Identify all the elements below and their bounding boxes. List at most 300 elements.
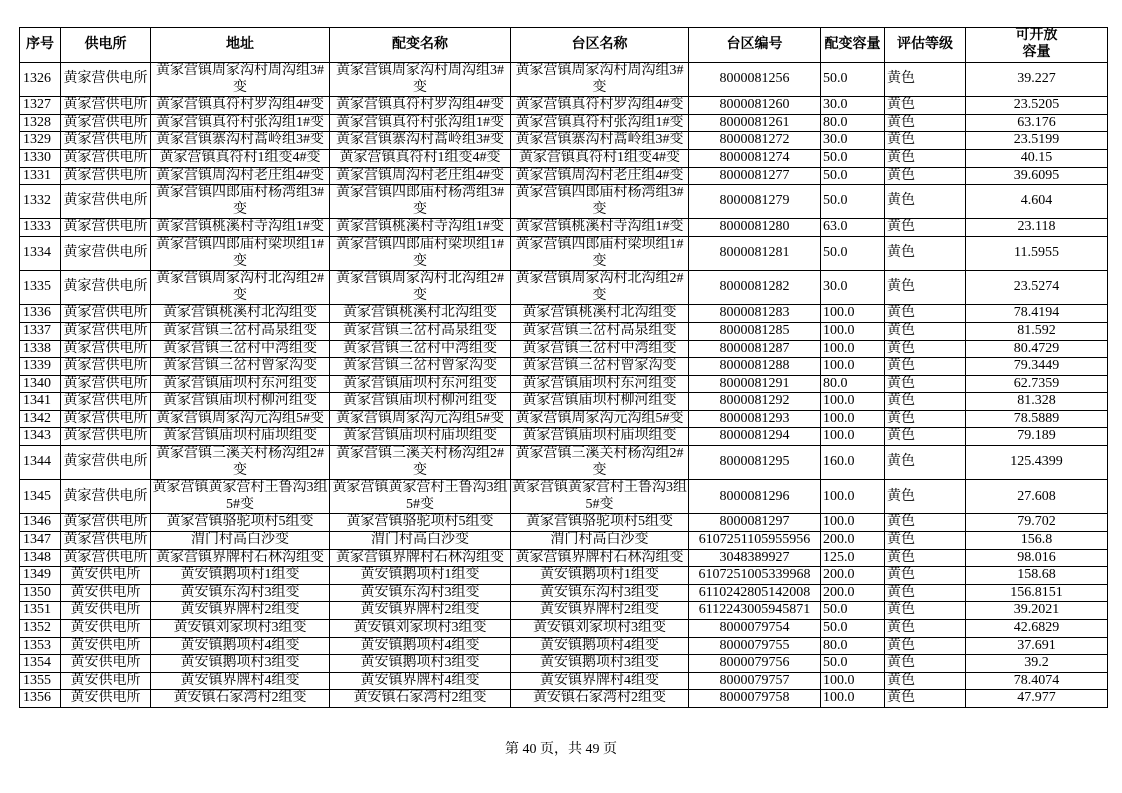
area-name-cell: 黄家营镇周家沟村周沟组3#变 bbox=[511, 63, 689, 97]
available-capacity-cell: 37.691 bbox=[966, 637, 1108, 655]
address-cell: 黄安镇刘家坝村3组变 bbox=[151, 620, 330, 638]
row-number-cell: 1335 bbox=[20, 271, 61, 305]
row-number-cell: 1352 bbox=[20, 620, 61, 638]
supply-station-cell: 黄安供电所 bbox=[61, 567, 151, 585]
table-row bbox=[20, 514, 1108, 532]
address-cell: 黄家营镇庙坝村东河组变 bbox=[151, 375, 330, 393]
transformer-name-cell: 黄安镇界牌村4组变 bbox=[330, 672, 511, 690]
grade-cell: 黄色 bbox=[885, 149, 966, 167]
supply-station-cell: 黄家营供电所 bbox=[61, 428, 151, 446]
grade-cell: 黄色 bbox=[885, 446, 966, 480]
row-number-cell: 1349 bbox=[20, 567, 61, 585]
table-row bbox=[20, 322, 1108, 340]
capacity-cell: 100.0 bbox=[821, 514, 885, 532]
supply-station-cell: 黄家营供电所 bbox=[61, 393, 151, 411]
area-code-cell: 8000081287 bbox=[689, 340, 821, 358]
table-row bbox=[20, 63, 1108, 97]
supply-station-cell: 黄家营供电所 bbox=[61, 375, 151, 393]
transformer-name-cell: 黄家营镇四郎庙村梁坝组1#变 bbox=[330, 236, 511, 270]
area-name-cell: 黄安镇界牌村4组变 bbox=[511, 672, 689, 690]
table-row bbox=[20, 549, 1108, 567]
capacity-cell: 100.0 bbox=[821, 480, 885, 514]
capacity-cell: 63.0 bbox=[821, 219, 885, 237]
transformer-capacity-table bbox=[19, 27, 1108, 708]
area-code-cell: 8000081297 bbox=[689, 514, 821, 532]
available-capacity-cell: 39.227 bbox=[966, 63, 1108, 97]
transformer-name-cell: 黄安镇石家湾村2组变 bbox=[330, 690, 511, 708]
grade-cell: 黄色 bbox=[885, 167, 966, 185]
area-name-cell: 黄家营镇真符村张沟组1#变 bbox=[511, 114, 689, 132]
area-name-cell: 黄家营镇周沟村老庄组4#变 bbox=[511, 167, 689, 185]
header-capacity: 配变容量 bbox=[821, 28, 885, 63]
capacity-cell: 100.0 bbox=[821, 672, 885, 690]
available-capacity-cell: 78.4074 bbox=[966, 672, 1108, 690]
row-number-cell: 1338 bbox=[20, 340, 61, 358]
available-capacity-cell: 79.189 bbox=[966, 428, 1108, 446]
area-name-cell: 黄家营镇三岔村曾家沟变 bbox=[511, 358, 689, 376]
available-capacity-cell: 80.4729 bbox=[966, 340, 1108, 358]
row-number-cell: 1326 bbox=[20, 63, 61, 97]
area-code-cell: 8000079758 bbox=[689, 690, 821, 708]
supply-station-cell: 黄家营供电所 bbox=[61, 305, 151, 323]
row-number-cell: 1343 bbox=[20, 428, 61, 446]
table-row bbox=[20, 393, 1108, 411]
address-cell: 黄家营镇骆驼项村5组变 bbox=[151, 514, 330, 532]
area-code-cell: 8000081283 bbox=[689, 305, 821, 323]
area-code-cell: 8000081279 bbox=[689, 185, 821, 219]
capacity-cell: 100.0 bbox=[821, 428, 885, 446]
row-number-cell: 1327 bbox=[20, 97, 61, 115]
supply-station-cell: 黄家营供电所 bbox=[61, 132, 151, 150]
area-name-cell: 黄安镇界牌村2组变 bbox=[511, 602, 689, 620]
grade-cell: 黄色 bbox=[885, 114, 966, 132]
area-code-cell: 8000079755 bbox=[689, 637, 821, 655]
address-cell: 黄家营镇四郎庙村杨湾组3#变 bbox=[151, 185, 330, 219]
address-cell: 渭门村高白沙变 bbox=[151, 532, 330, 550]
supply-station-cell: 黄家营供电所 bbox=[61, 167, 151, 185]
table-row bbox=[20, 305, 1108, 323]
address-cell: 黄家营镇界牌村石林沟组变 bbox=[151, 549, 330, 567]
area-code-cell: 8000081293 bbox=[689, 410, 821, 428]
row-number-cell: 1333 bbox=[20, 219, 61, 237]
transformer-name-cell: 黄家营镇三岔村曾家沟变 bbox=[330, 358, 511, 376]
area-code-cell: 8000081256 bbox=[689, 63, 821, 97]
supply-station-cell: 黄家营供电所 bbox=[61, 480, 151, 514]
transformer-name-cell: 黄安镇鹅项村4组变 bbox=[330, 637, 511, 655]
area-name-cell: 黄安镇东沟村3组变 bbox=[511, 584, 689, 602]
area-name-cell: 黄家营镇寨沟村蒿岭组3#变 bbox=[511, 132, 689, 150]
area-name-cell: 黄家营镇桃溪村寺沟组1#变 bbox=[511, 219, 689, 237]
available-capacity-cell: 81.328 bbox=[966, 393, 1108, 411]
supply-station-cell: 黄家营供电所 bbox=[61, 149, 151, 167]
grade-cell: 黄色 bbox=[885, 340, 966, 358]
capacity-cell: 80.0 bbox=[821, 114, 885, 132]
address-cell: 黄家营镇桃溪村寺沟组1#变 bbox=[151, 219, 330, 237]
capacity-cell: 80.0 bbox=[821, 375, 885, 393]
table-header bbox=[20, 28, 1108, 63]
transformer-name-cell: 黄安镇界牌村2组变 bbox=[330, 602, 511, 620]
supply-station-cell: 黄家营供电所 bbox=[61, 549, 151, 567]
table-row bbox=[20, 167, 1108, 185]
address-cell: 黄安镇界牌村4组变 bbox=[151, 672, 330, 690]
area-name-cell: 黄家营镇四郎庙村杨湾组3#变 bbox=[511, 185, 689, 219]
area-name-cell: 黄家营镇界牌村石林沟组变 bbox=[511, 549, 689, 567]
table-row bbox=[20, 532, 1108, 550]
area-code-cell: 8000081296 bbox=[689, 480, 821, 514]
supply-station-cell: 黄家营供电所 bbox=[61, 322, 151, 340]
grade-cell: 黄色 bbox=[885, 514, 966, 532]
row-number-cell: 1350 bbox=[20, 584, 61, 602]
row-number-cell: 1354 bbox=[20, 655, 61, 673]
area-code-cell: 8000079754 bbox=[689, 620, 821, 638]
grade-cell: 黄色 bbox=[885, 63, 966, 97]
row-number-cell: 1328 bbox=[20, 114, 61, 132]
grade-cell: 黄色 bbox=[885, 620, 966, 638]
area-name-cell: 黄家营镇三溪关村杨沟组2#变 bbox=[511, 446, 689, 480]
transformer-name-cell: 黄家营镇庙坝村东河组变 bbox=[330, 375, 511, 393]
available-capacity-cell: 23.5274 bbox=[966, 271, 1108, 305]
area-name-cell: 黄家营镇周家沟村北沟组2#变 bbox=[511, 271, 689, 305]
area-name-cell: 黄家营镇黄家营村王鲁沟3组5#变 bbox=[511, 480, 689, 514]
address-cell: 黄家营镇寨沟村蒿岭组3#变 bbox=[151, 132, 330, 150]
available-capacity-cell: 39.6095 bbox=[966, 167, 1108, 185]
supply-station-cell: 黄家营供电所 bbox=[61, 446, 151, 480]
grade-cell: 黄色 bbox=[885, 219, 966, 237]
area-name-cell: 黄安镇刘家坝村3组变 bbox=[511, 620, 689, 638]
grade-cell: 黄色 bbox=[885, 602, 966, 620]
row-number-cell: 1331 bbox=[20, 167, 61, 185]
area-name-cell: 黄家营镇三岔村高泉组变 bbox=[511, 322, 689, 340]
grade-cell: 黄色 bbox=[885, 532, 966, 550]
supply-station-cell: 黄家营供电所 bbox=[61, 532, 151, 550]
capacity-cell: 100.0 bbox=[821, 410, 885, 428]
capacity-cell: 30.0 bbox=[821, 132, 885, 150]
table-row bbox=[20, 236, 1108, 270]
supply-station-cell: 黄家营供电所 bbox=[61, 114, 151, 132]
row-number-cell: 1356 bbox=[20, 690, 61, 708]
row-number-cell: 1332 bbox=[20, 185, 61, 219]
available-capacity-cell: 63.176 bbox=[966, 114, 1108, 132]
address-cell: 黄安镇鹅项村1组变 bbox=[151, 567, 330, 585]
area-code-cell: 8000081295 bbox=[689, 446, 821, 480]
table-row bbox=[20, 358, 1108, 376]
grade-cell: 黄色 bbox=[885, 393, 966, 411]
table-row bbox=[20, 149, 1108, 167]
area-name-cell: 黄家营镇三岔村中湾组变 bbox=[511, 340, 689, 358]
table-row bbox=[20, 97, 1108, 115]
capacity-cell: 50.0 bbox=[821, 185, 885, 219]
table-row bbox=[20, 185, 1108, 219]
area-name-cell: 黄安镇鹅项村3组变 bbox=[511, 655, 689, 673]
transformer-name-cell: 黄家营镇三溪关村杨沟组2#变 bbox=[330, 446, 511, 480]
table-row bbox=[20, 446, 1108, 480]
table-row bbox=[20, 410, 1108, 428]
address-cell: 黄家营镇庙坝村庙坝组变 bbox=[151, 428, 330, 446]
available-capacity-cell: 42.6829 bbox=[966, 620, 1108, 638]
supply-station-cell: 黄家营供电所 bbox=[61, 514, 151, 532]
table-body bbox=[20, 63, 1108, 708]
available-capacity-cell: 79.702 bbox=[966, 514, 1108, 532]
row-number-cell: 1353 bbox=[20, 637, 61, 655]
available-capacity-cell: 39.2 bbox=[966, 655, 1108, 673]
capacity-cell: 160.0 bbox=[821, 446, 885, 480]
header-row-number: 序号 bbox=[20, 28, 61, 63]
header-address: 地址 bbox=[151, 28, 330, 63]
row-number-cell: 1339 bbox=[20, 358, 61, 376]
address-cell: 黄安镇界牌村2组变 bbox=[151, 602, 330, 620]
available-capacity-cell: 39.2021 bbox=[966, 602, 1108, 620]
capacity-cell: 50.0 bbox=[821, 63, 885, 97]
available-capacity-cell: 23.5199 bbox=[966, 132, 1108, 150]
row-number-cell: 1348 bbox=[20, 549, 61, 567]
area-code-cell: 8000081274 bbox=[689, 149, 821, 167]
transformer-name-cell: 黄家营镇庙坝村庙坝组变 bbox=[330, 428, 511, 446]
address-cell: 黄家营镇周家沟村北沟组2#变 bbox=[151, 271, 330, 305]
address-cell: 黄家营镇庙坝村柳河组变 bbox=[151, 393, 330, 411]
address-cell: 黄家营镇周家沟村周沟组3#变 bbox=[151, 63, 330, 97]
table-row bbox=[20, 428, 1108, 446]
grade-cell: 黄色 bbox=[885, 410, 966, 428]
capacity-cell: 200.0 bbox=[821, 567, 885, 585]
table-row bbox=[20, 271, 1108, 305]
available-capacity-cell: 27.608 bbox=[966, 480, 1108, 514]
transformer-name-cell: 黄安镇鹅项村3组变 bbox=[330, 655, 511, 673]
row-number-cell: 1342 bbox=[20, 410, 61, 428]
grade-cell: 黄色 bbox=[885, 97, 966, 115]
area-code-cell: 6107251105955956 bbox=[689, 532, 821, 550]
address-cell: 黄家营镇四郎庙村梁坝组1#变 bbox=[151, 236, 330, 270]
capacity-cell: 100.0 bbox=[821, 690, 885, 708]
row-number-cell: 1347 bbox=[20, 532, 61, 550]
available-capacity-cell: 78.4194 bbox=[966, 305, 1108, 323]
header-grade: 评估等级 bbox=[885, 28, 966, 63]
supply-station-cell: 黄家营供电所 bbox=[61, 63, 151, 97]
address-cell: 黄家营镇真符村罗沟组4#变 bbox=[151, 97, 330, 115]
grade-cell: 黄色 bbox=[885, 132, 966, 150]
table-row bbox=[20, 637, 1108, 655]
available-capacity-cell: 79.3449 bbox=[966, 358, 1108, 376]
transformer-name-cell: 黄安镇鹅项村1组变 bbox=[330, 567, 511, 585]
supply-station-cell: 黄家营供电所 bbox=[61, 97, 151, 115]
area-code-cell: 8000081281 bbox=[689, 236, 821, 270]
transformer-name-cell: 黄家营镇庙坝村柳河组变 bbox=[330, 393, 511, 411]
area-code-cell: 8000081288 bbox=[689, 358, 821, 376]
grade-cell: 黄色 bbox=[885, 322, 966, 340]
row-number-cell: 1355 bbox=[20, 672, 61, 690]
table-row bbox=[20, 375, 1108, 393]
capacity-cell: 50.0 bbox=[821, 620, 885, 638]
area-name-cell: 黄家营镇庙坝村庙坝组变 bbox=[511, 428, 689, 446]
capacity-cell: 100.0 bbox=[821, 322, 885, 340]
row-number-cell: 1346 bbox=[20, 514, 61, 532]
area-code-cell: 8000081292 bbox=[689, 393, 821, 411]
address-cell: 黄安镇鹅项村4组变 bbox=[151, 637, 330, 655]
table-row bbox=[20, 602, 1108, 620]
grade-cell: 黄色 bbox=[885, 690, 966, 708]
transformer-name-cell: 黄家营镇周沟村老庄组4#变 bbox=[330, 167, 511, 185]
capacity-cell: 100.0 bbox=[821, 358, 885, 376]
transformer-name-cell: 黄家营镇界牌村石林沟组变 bbox=[330, 549, 511, 567]
area-code-cell: 8000081277 bbox=[689, 167, 821, 185]
area-name-cell: 黄家营镇四郎庙村梁坝组1#变 bbox=[511, 236, 689, 270]
grade-cell: 黄色 bbox=[885, 567, 966, 585]
area-name-cell: 黄家营镇庙坝村东河组变 bbox=[511, 375, 689, 393]
available-capacity-cell: 98.016 bbox=[966, 549, 1108, 567]
grade-cell: 黄色 bbox=[885, 305, 966, 323]
capacity-cell: 50.0 bbox=[821, 236, 885, 270]
transformer-name-cell: 渭门村高白沙变 bbox=[330, 532, 511, 550]
address-cell: 黄安镇石家湾村2组变 bbox=[151, 690, 330, 708]
supply-station-cell: 黄安供电所 bbox=[61, 690, 151, 708]
area-code-cell: 6110242805142008 bbox=[689, 584, 821, 602]
row-number-cell: 1337 bbox=[20, 322, 61, 340]
area-name-cell: 黄家营镇桃溪村北沟组变 bbox=[511, 305, 689, 323]
header-available-capacity: 可开放 容量 bbox=[966, 28, 1108, 63]
area-code-cell: 6112243005945871 bbox=[689, 602, 821, 620]
grade-cell: 黄色 bbox=[885, 549, 966, 567]
supply-station-cell: 黄安供电所 bbox=[61, 672, 151, 690]
header-supply-station: 供电所 bbox=[61, 28, 151, 63]
area-code-cell: 8000079757 bbox=[689, 672, 821, 690]
table-row bbox=[20, 672, 1108, 690]
supply-station-cell: 黄家营供电所 bbox=[61, 185, 151, 219]
table-row bbox=[20, 132, 1108, 150]
available-capacity-cell: 40.15 bbox=[966, 149, 1108, 167]
area-name-cell: 黄家营镇庙坝村柳河组变 bbox=[511, 393, 689, 411]
header-row bbox=[20, 28, 1108, 63]
available-capacity-cell: 125.4399 bbox=[966, 446, 1108, 480]
supply-station-cell: 黄安供电所 bbox=[61, 602, 151, 620]
transformer-name-cell: 黄家营镇三岔村中湾组变 bbox=[330, 340, 511, 358]
supply-station-cell: 黄家营供电所 bbox=[61, 358, 151, 376]
grade-cell: 黄色 bbox=[885, 428, 966, 446]
address-cell: 黄安镇鹅项村3组变 bbox=[151, 655, 330, 673]
available-capacity-cell: 11.5955 bbox=[966, 236, 1108, 270]
capacity-cell: 100.0 bbox=[821, 393, 885, 411]
area-name-cell: 黄安镇鹅项村1组变 bbox=[511, 567, 689, 585]
grade-cell: 黄色 bbox=[885, 637, 966, 655]
transformer-name-cell: 黄家营镇周家沟元沟组5#变 bbox=[330, 410, 511, 428]
address-cell: 黄家营镇三岔村曾家沟变 bbox=[151, 358, 330, 376]
address-cell: 黄家营镇三溪关村杨沟组2#变 bbox=[151, 446, 330, 480]
grade-cell: 黄色 bbox=[885, 358, 966, 376]
transformer-name-cell: 黄家营镇真符村张沟组1#变 bbox=[330, 114, 511, 132]
table-row bbox=[20, 219, 1108, 237]
available-capacity-cell: 23.5205 bbox=[966, 97, 1108, 115]
row-number-cell: 1351 bbox=[20, 602, 61, 620]
capacity-cell: 30.0 bbox=[821, 271, 885, 305]
address-cell: 黄安镇东沟村3组变 bbox=[151, 584, 330, 602]
transformer-name-cell: 黄家营镇黄家营村王鲁沟3组5#变 bbox=[330, 480, 511, 514]
transformer-name-cell: 黄安镇刘家坝村3组变 bbox=[330, 620, 511, 638]
area-code-cell: 6107251005339968 bbox=[689, 567, 821, 585]
header-transformer-name: 配变名称 bbox=[330, 28, 511, 63]
capacity-cell: 100.0 bbox=[821, 305, 885, 323]
row-number-cell: 1329 bbox=[20, 132, 61, 150]
area-code-cell: 8000081272 bbox=[689, 132, 821, 150]
area-code-cell: 8000081261 bbox=[689, 114, 821, 132]
table-row bbox=[20, 114, 1108, 132]
table-row bbox=[20, 655, 1108, 673]
transformer-name-cell: 黄安镇东沟村3组变 bbox=[330, 584, 511, 602]
capacity-cell: 125.0 bbox=[821, 549, 885, 567]
table-row bbox=[20, 620, 1108, 638]
table-row bbox=[20, 340, 1108, 358]
transformer-name-cell: 黄家营镇真符村1组变4#变 bbox=[330, 149, 511, 167]
grade-cell: 黄色 bbox=[885, 655, 966, 673]
row-number-cell: 1340 bbox=[20, 375, 61, 393]
area-code-cell: 8000081285 bbox=[689, 322, 821, 340]
transformer-name-cell: 黄家营镇骆驼项村5组变 bbox=[330, 514, 511, 532]
area-name-cell: 黄家营镇真符村罗沟组4#变 bbox=[511, 97, 689, 115]
transformer-name-cell: 黄家营镇周家沟村周沟组3#变 bbox=[330, 63, 511, 97]
available-capacity-cell: 47.977 bbox=[966, 690, 1108, 708]
capacity-cell: 200.0 bbox=[821, 584, 885, 602]
grade-cell: 黄色 bbox=[885, 584, 966, 602]
address-cell: 黄家营镇三岔村中湾组变 bbox=[151, 340, 330, 358]
supply-station-cell: 黄安供电所 bbox=[61, 584, 151, 602]
transformer-name-cell: 黄家营镇周家沟村北沟组2#变 bbox=[330, 271, 511, 305]
grade-cell: 黄色 bbox=[885, 185, 966, 219]
transformer-name-cell: 黄家营镇桃溪村北沟组变 bbox=[330, 305, 511, 323]
transformer-name-cell: 黄家营镇桃溪村寺沟组1#变 bbox=[330, 219, 511, 237]
supply-station-cell: 黄安供电所 bbox=[61, 637, 151, 655]
grade-cell: 黄色 bbox=[885, 375, 966, 393]
area-code-cell: 3048389927 bbox=[689, 549, 821, 567]
row-number-cell: 1336 bbox=[20, 305, 61, 323]
page-number: 第 40 页，共 49 页 bbox=[505, 742, 617, 757]
area-code-cell: 8000081260 bbox=[689, 97, 821, 115]
available-capacity-cell: 158.68 bbox=[966, 567, 1108, 585]
table-row bbox=[20, 567, 1108, 585]
capacity-cell: 50.0 bbox=[821, 655, 885, 673]
row-number-cell: 1344 bbox=[20, 446, 61, 480]
capacity-cell: 100.0 bbox=[821, 340, 885, 358]
area-code-cell: 8000081291 bbox=[689, 375, 821, 393]
supply-station-cell: 黄家营供电所 bbox=[61, 271, 151, 305]
capacity-cell: 200.0 bbox=[821, 532, 885, 550]
supply-station-cell: 黄家营供电所 bbox=[61, 410, 151, 428]
table-row bbox=[20, 690, 1108, 708]
area-name-cell: 黄家营镇真符村1组变4#变 bbox=[511, 149, 689, 167]
area-name-cell: 黄家营镇骆驼项村5组变 bbox=[511, 514, 689, 532]
area-name-cell: 黄安镇石家湾村2组变 bbox=[511, 690, 689, 708]
available-capacity-cell: 81.592 bbox=[966, 322, 1108, 340]
capacity-cell: 30.0 bbox=[821, 97, 885, 115]
supply-station-cell: 黄家营供电所 bbox=[61, 219, 151, 237]
row-number-cell: 1341 bbox=[20, 393, 61, 411]
address-cell: 黄家营镇桃溪村北沟组变 bbox=[151, 305, 330, 323]
available-capacity-cell: 4.604 bbox=[966, 185, 1108, 219]
area-code-cell: 8000079756 bbox=[689, 655, 821, 673]
supply-station-cell: 黄安供电所 bbox=[61, 655, 151, 673]
area-code-cell: 8000081294 bbox=[689, 428, 821, 446]
area-name-cell: 渭门村高白沙变 bbox=[511, 532, 689, 550]
area-code-cell: 8000081282 bbox=[689, 271, 821, 305]
address-cell: 黄家营镇黄家营村王鲁沟3组5#变 bbox=[151, 480, 330, 514]
capacity-cell: 50.0 bbox=[821, 167, 885, 185]
area-name-cell: 黄安镇鹅项村4组变 bbox=[511, 637, 689, 655]
header-area-code: 台区编号 bbox=[689, 28, 821, 63]
transformer-name-cell: 黄家营镇真符村罗沟组4#变 bbox=[330, 97, 511, 115]
supply-station-cell: 黄家营供电所 bbox=[61, 340, 151, 358]
supply-station-cell: 黄安供电所 bbox=[61, 620, 151, 638]
address-cell: 黄家营镇周家沟元沟组5#变 bbox=[151, 410, 330, 428]
transformer-name-cell: 黄家营镇三岔村高泉组变 bbox=[330, 322, 511, 340]
available-capacity-cell: 23.118 bbox=[966, 219, 1108, 237]
available-capacity-cell: 62.7359 bbox=[966, 375, 1108, 393]
available-capacity-cell: 78.5889 bbox=[966, 410, 1108, 428]
